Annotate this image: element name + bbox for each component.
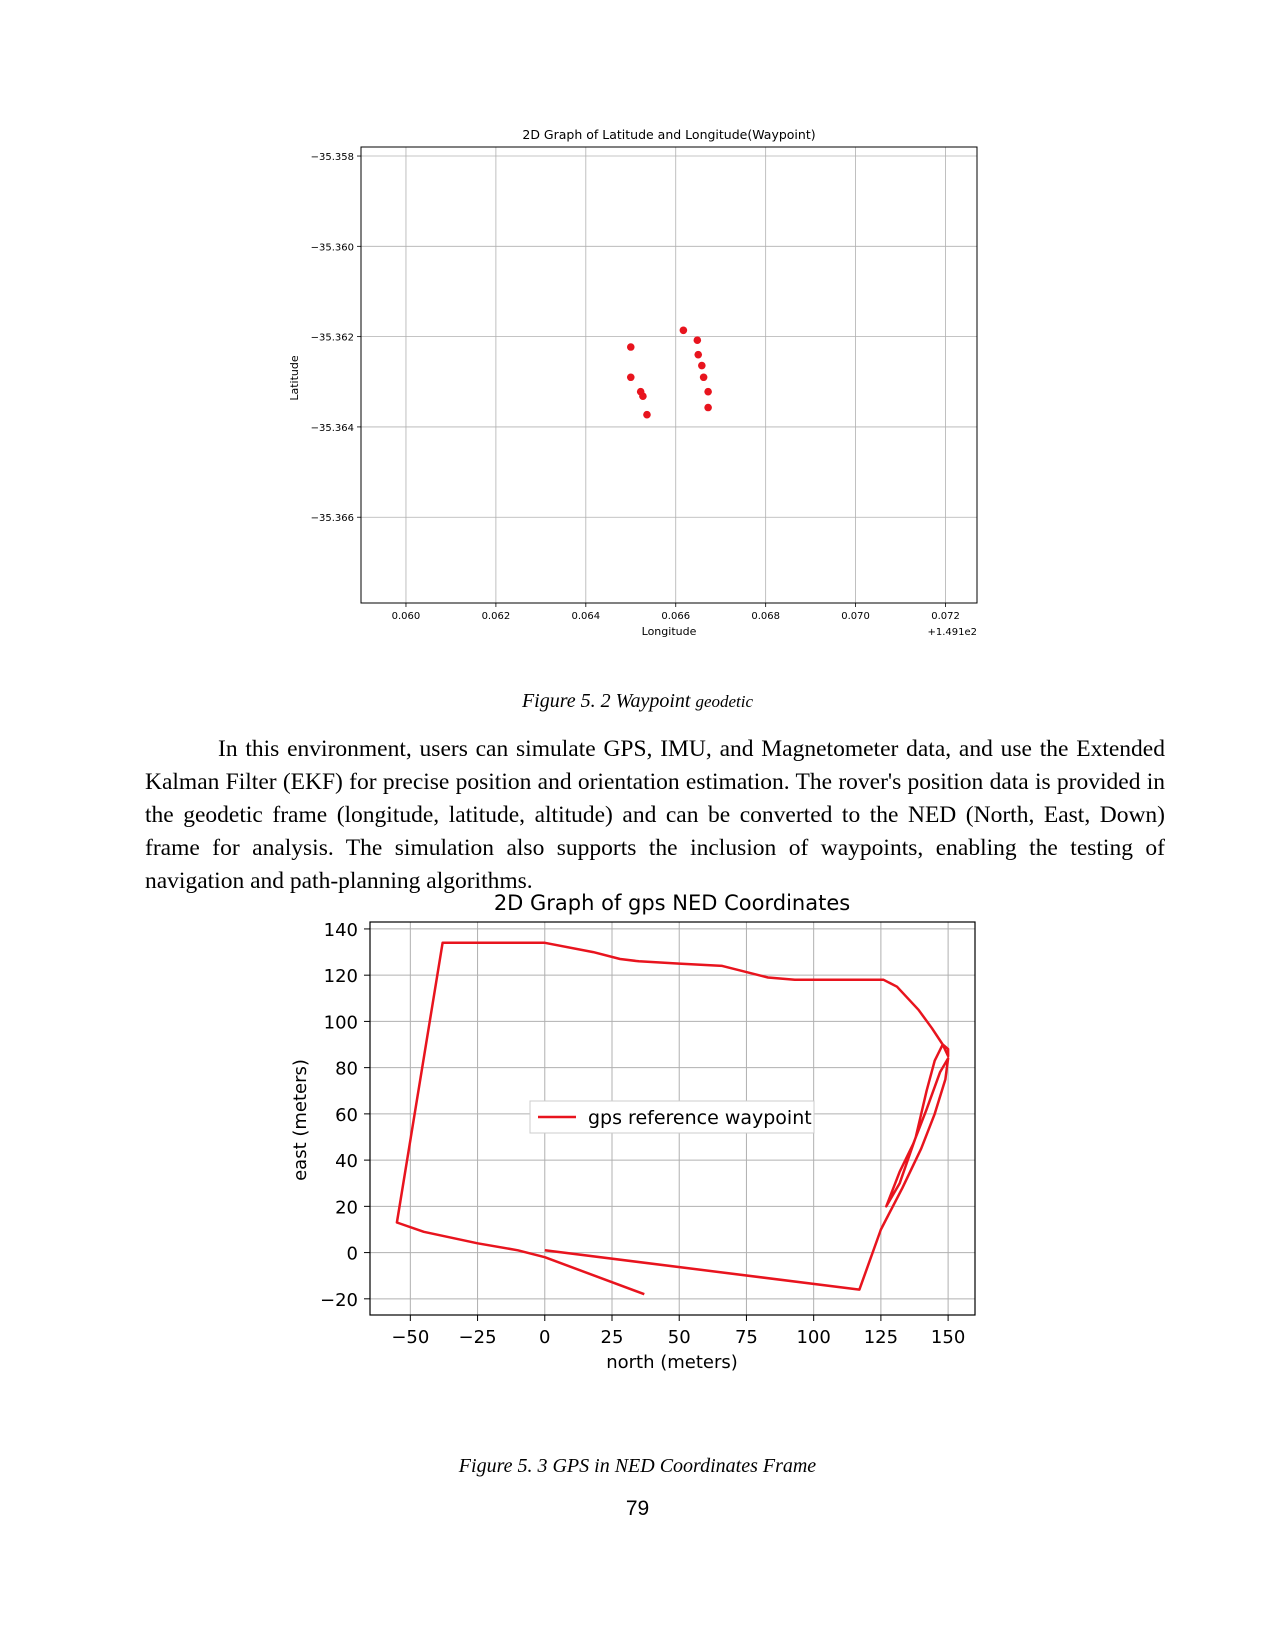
fig2-ylabel: east (meters) (290, 1059, 311, 1181)
fig1-x-tick-label: 0.066 (661, 611, 691, 622)
fig1-waypoint (704, 388, 712, 396)
figure1-caption-tail: geodetic (695, 692, 754, 711)
fig2-y-tick-label: 60 (335, 1104, 358, 1126)
fig1-x-tick-label: 0.064 (571, 611, 601, 622)
fig1-title: 2D Graph of Latitude and Longitude(Waypoint) (522, 127, 816, 142)
fig2-y-tick-label: 80 (335, 1058, 358, 1080)
figure1-caption-main: Figure 5. 2 Waypoint (521, 690, 696, 712)
fig1-x-tick-label: 0.070 (841, 611, 870, 622)
figure2-caption: Figure 5. 3 GPS in NED Coordinates Frame (458, 1455, 817, 1477)
gps-ned-chart (280, 891, 995, 1385)
fig1-y-tick-label: −35.362 (310, 332, 354, 344)
body-paragraph: In this environment, users can simulate GPS, IMU, and Magnetometer data, and use the Extended Kalman Filter (EKF) for precise position and orientation estimation. The rover's position data is provided in the geodetic frame (longitude, latitude, altitude) and can be converted to the NED (North, East, Down) frame for analysis. The simulation also supports the inclusion of waypoints, enabling the testing of navigation and path-planning algorithms. (145, 736, 1165, 894)
fig1-y-tick-label: −35.360 (310, 242, 354, 254)
fig1-x-offset-label: +1.491e2 (927, 627, 977, 638)
fig2-y-tick-label: 0 (346, 1243, 358, 1265)
fig2-x-tick-label: 50 (667, 1327, 691, 1348)
fig1-plot-frame (361, 147, 977, 603)
fig1-grid (361, 147, 977, 603)
fig1-x-tick-label: 0.060 (391, 611, 421, 622)
fig1-waypoint (627, 343, 635, 351)
waypoint-geodetic-chart (280, 120, 990, 645)
fig1-xlabel: Longitude (641, 625, 697, 638)
fig2-x-tick-label: −50 (391, 1327, 430, 1348)
fig1-waypoint (698, 362, 706, 370)
fig2-x-tick-label: 0 (539, 1327, 551, 1348)
fig2-x-tick-label: 25 (600, 1327, 624, 1348)
fig2-y-tick-label: 40 (335, 1151, 358, 1173)
fig2-x-tick-label: 150 (930, 1327, 966, 1348)
fig2-y-tick-label: 140 (323, 919, 358, 941)
fig2-ticks (320, 920, 965, 1348)
fig2-x-tick-label: 125 (863, 1327, 899, 1348)
fig1-ticks (311, 152, 960, 622)
page-number: 79 (625, 1497, 650, 1520)
fig1-points (627, 327, 712, 419)
fig2-y-tick-label: 20 (335, 1197, 358, 1219)
fig1-waypoint (700, 373, 708, 381)
figure1-caption (0, 690, 1275, 713)
fig1-x-tick-label: 0.072 (931, 611, 960, 622)
fig2-x-tick-label: −25 (458, 1327, 497, 1348)
fig2-title: 2D Graph of gps NED Coordinates (493, 891, 851, 915)
fig1-waypoint (639, 392, 647, 400)
fig1-waypoint (643, 411, 651, 419)
fig2-y-tick-label: 100 (323, 1012, 358, 1034)
fig1-waypoint (680, 327, 688, 335)
fig2-legend-label: gps reference waypoint (588, 1107, 812, 1129)
fig1-waypoint (694, 336, 702, 344)
fig1-waypoint (704, 404, 712, 412)
fig2-xlabel: north (meters) (606, 1352, 738, 1373)
fig1-waypoint (627, 373, 635, 381)
fig2-y-tick-label: −20 (320, 1289, 358, 1311)
fig1-y-tick-label: −35.358 (310, 152, 354, 164)
fig1-x-tick-label: 0.062 (481, 611, 511, 622)
fig1-ylabel: Latitude (288, 355, 301, 401)
fig2-x-tick-label: 100 (796, 1327, 831, 1348)
fig1-y-tick-label: −35.364 (310, 422, 354, 434)
fig2-x-tick-label: 75 (734, 1327, 758, 1348)
fig1-waypoint (694, 351, 702, 359)
fig1-y-tick-label: −35.366 (310, 513, 354, 525)
fig1-x-tick-label: 0.068 (751, 611, 780, 622)
fig2-legend (530, 1101, 814, 1133)
fig2-y-tick-label: 120 (323, 966, 358, 988)
